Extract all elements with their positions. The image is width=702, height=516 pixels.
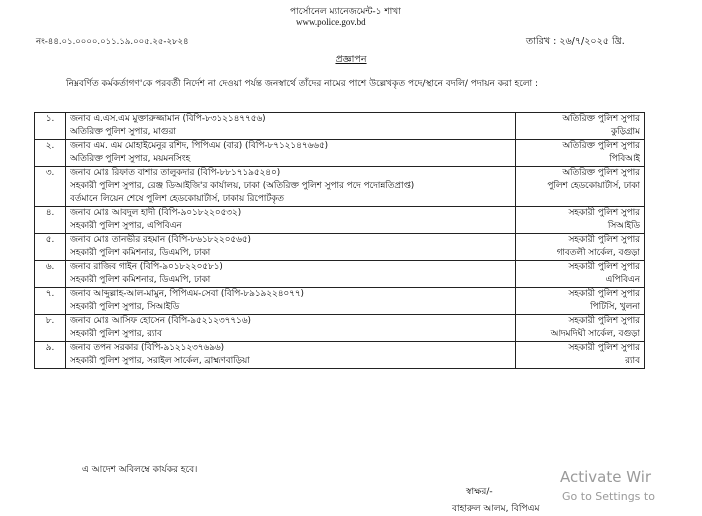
- posting-line: র‌্যাব: [625, 356, 640, 366]
- transfer-table-body: [35, 113, 645, 369]
- officer-detail-line: জনাব এম. এম মোহাইমেনুর রশিদ, পিপিএম (বার) (বিপি-৮৭১২১৪৭৬৬৫): [70, 141, 329, 151]
- serial-number: ৮.: [35, 315, 66, 342]
- posting-line: সহকারী পুলিশ সুপার: [568, 316, 640, 326]
- table-row: [35, 167, 645, 207]
- officer-detail-line: সহকারী পুলিশ কমিশনার, ডিএমপি, ঢাকা: [70, 248, 211, 258]
- branch-name: পার্সোনেল ম্যানেজমেন্ট-১ শাখা: [290, 7, 401, 17]
- table-row: [35, 315, 645, 342]
- serial-number: ১.: [35, 113, 66, 140]
- officer-details: [66, 167, 516, 207]
- officer-detail-line: বর্তমানে লিয়েন শেষে পুলিশ হেডকোয়ার্টার্স, ঢাকায় রিপোর্টকৃত: [70, 194, 284, 204]
- table-row: [35, 288, 645, 315]
- officer-details: [66, 113, 516, 140]
- posting-line: সিআইডি: [607, 221, 640, 231]
- posting-line: সহকারী পুলিশ সুপার: [568, 208, 640, 218]
- officer-details: [66, 342, 516, 369]
- officer-detail-line: জনাব মোঃ রিফাত বাশার তালুকদার (বিপি-৮৮১৭১৯৫২৪০): [70, 168, 281, 178]
- posting-line: পিটিসি, খুলনা: [590, 302, 640, 312]
- serial-number: ৬.: [35, 261, 66, 288]
- posting-line: কুড়িগ্রাম: [611, 127, 640, 137]
- intro-text: নিম্নবর্ণিত কর্মকর্তাগণ'কে পরবর্তী নির্দেশ না দেওয়া পর্যন্ত জনস্বার্থে তাঁদের নামের পাশে উল্লেখকৃত পদে/স্থানে বদলি/ পদায়ন করা হলো :: [66, 79, 539, 89]
- officer-detail-line: জনাব রাজিব গাইন (বিপি-৯০১৮২২০৫৮১): [70, 262, 223, 272]
- posting-line: অতিরিক্ত পুলিশ সুপার: [562, 168, 640, 178]
- table-row: [35, 140, 645, 167]
- new-posting: [516, 207, 645, 234]
- new-posting: [516, 113, 645, 140]
- officer-detail-line: সহকারী পুলিশ সুপার, সরাইল সার্কেল, ব্রাহ্মণবাড়িয়া: [70, 356, 250, 366]
- officer-detail-line: সহকারী পুলিশ সুপার, সিআইডি: [70, 302, 180, 312]
- posting-line: সহকারী পুলিশ সুপার: [568, 262, 640, 272]
- officer-detail-line: সহকারী পুলিশ সুপার, র‌্যাব: [70, 329, 162, 339]
- heading-text: প্রজ্ঞাপন: [335, 54, 367, 65]
- closing-order: এ আদেশ অবিলম্বে কার্যকর হবে।: [82, 465, 198, 475]
- officer-details: [66, 207, 516, 234]
- signatory-name: বাহারুল আলম, বিপিএম: [452, 504, 540, 514]
- officer-detail-line: অতিরিক্ত পুলিশ সুপার, মাগুরা: [70, 127, 176, 137]
- table-row: [35, 342, 645, 369]
- officer-detail-line: জনাব আব্দুল্লাহ-আল-মামুন, পিপিএম-সেবা (বিপি-৮৯১৯২২৪০৭৭): [70, 289, 304, 299]
- new-posting: [516, 342, 645, 369]
- posting-line: সহকারী পুলিশ সুপার: [568, 343, 640, 353]
- officer-detail-line: জনাব তপন সরকার (বিপি-৯১২১২৩৭৬৯৬): [70, 343, 225, 353]
- officer-detail-line: জনাব এ.এস.এম মুক্তারুজ্জামান (বিপি-৮৩১২১৪৭৭৫৬): [70, 114, 266, 124]
- officer-detail-line: সহকারী পুলিশ সুপার, রেঞ্জ ডিআইজি'র কার্যালয়, ঢাকা (অতিরিক্ত পুলিশ সুপার পদে পদোন্নতিপ্রাপ্ত): [70, 181, 415, 191]
- posting-line: এপিবিএন: [605, 275, 640, 285]
- officer-details: [66, 234, 516, 261]
- issue-date: তারিখ : ২৬/৭/২০২৫ খ্রি.: [526, 36, 625, 47]
- new-posting: [516, 234, 645, 261]
- officer-details: [66, 288, 516, 315]
- officer-detail-line: সহকারী পুলিশ কমিশনার, ডিএমপি, ঢাকা: [70, 275, 211, 285]
- officer-details: [66, 315, 516, 342]
- new-posting: [516, 261, 645, 288]
- serial-number: ২.: [35, 140, 66, 167]
- table-row: [35, 113, 645, 140]
- intro-paragraph: [42, 74, 672, 94]
- activate-windows-watermark: Activate Wir: [560, 468, 652, 486]
- serial-number: ৫.: [35, 234, 66, 261]
- activate-windows-settings-hint: Go to Settings to: [562, 490, 655, 503]
- posting-line: অতিরিক্ত পুলিশ সুপার: [562, 141, 640, 151]
- document-heading: [0, 53, 702, 68]
- posting-line: পুলিশ হেডকোয়ার্টার্স, ঢাকা: [547, 181, 640, 191]
- posting-line: পিবিআই: [609, 154, 640, 164]
- posting-line: গাবতলী সার্কেল, বগুড়া: [556, 248, 640, 258]
- serial-number: ৪.: [35, 207, 66, 234]
- table-row: [35, 207, 645, 234]
- officer-detail-line: সহকারী পুলিশ সুপার, এপিবিএন: [70, 221, 182, 231]
- new-posting: [516, 315, 645, 342]
- officer-detail-line: জনাব মোঃ আবদুল হাদী (বিপি-৯০১৮২২০৫৩২): [70, 208, 242, 218]
- posting-line: আদমদিঘী সার্কেল, বগুড়া: [550, 329, 640, 339]
- signature-label: স্বাক্ষর/-: [466, 487, 493, 497]
- posting-line: অতিরিক্ত পুলিশ সুপার: [562, 114, 640, 124]
- officer-details: [66, 140, 516, 167]
- table-row: [35, 261, 645, 288]
- website-url: www.police.gov.bd: [296, 17, 366, 27]
- table-row: [35, 234, 645, 261]
- posting-line: সহকারী পুলিশ সুপার: [568, 235, 640, 245]
- memo-number: নং-৪৪.০১.০০০০.০১১.১৯.০০৫.২৫-২৮২৪: [36, 37, 189, 47]
- officer-detail-line: জনাব মোঃ আসিফ হোসেন (বিপি-৯৫২১২৩৭৭১৬): [70, 316, 251, 326]
- officer-detail-line: জনাব মোঃ তানভীর রহমান (বিপি-৮৬১৮২২০৫৬৫): [70, 235, 251, 245]
- serial-number: ৭.: [35, 288, 66, 315]
- posting-line: সহকারী পুলিশ সুপার: [568, 289, 640, 299]
- officer-detail-line: অতিরিক্ত পুলিশ সুপার, ময়মনসিংহ: [70, 154, 191, 164]
- officer-details: [66, 261, 516, 288]
- serial-number: ৩.: [35, 167, 66, 207]
- new-posting: [516, 288, 645, 315]
- new-posting: [516, 140, 645, 167]
- serial-number: ৯.: [35, 342, 66, 369]
- transfer-table: [34, 112, 645, 369]
- new-posting: [516, 167, 645, 207]
